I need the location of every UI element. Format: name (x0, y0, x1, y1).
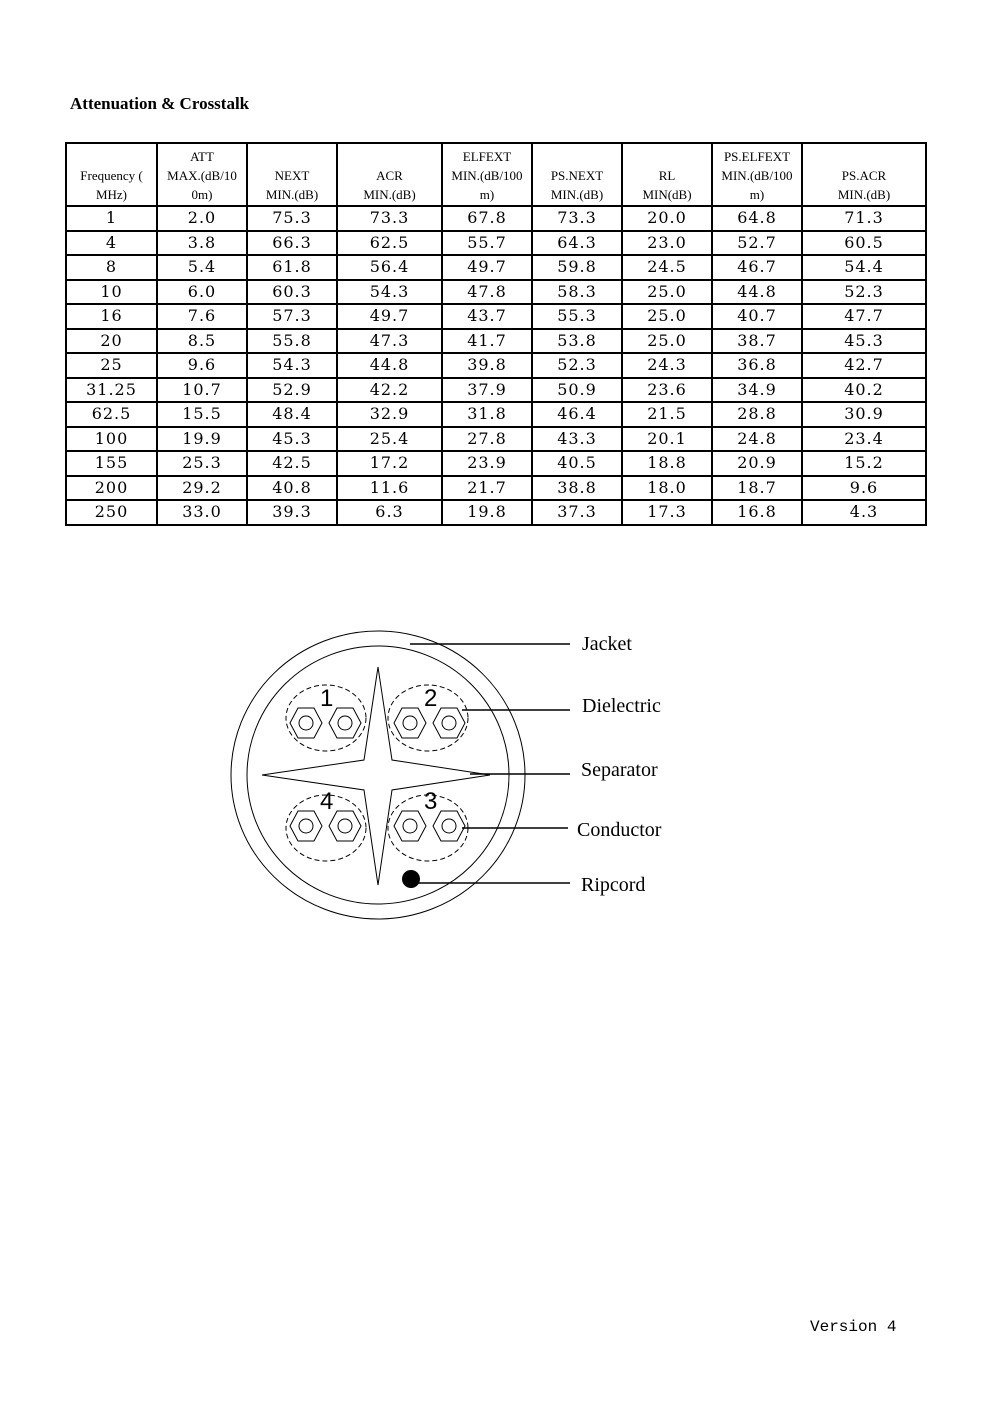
table-cell: 16.8 (712, 500, 802, 525)
table-cell: 64.8 (712, 206, 802, 231)
column-header (712, 143, 802, 206)
column-header (442, 143, 532, 206)
table-cell: 19.9 (157, 427, 247, 452)
table-cell: 23.6 (622, 378, 712, 403)
table-cell: 8 (66, 255, 157, 280)
table-cell: 7.6 (157, 304, 247, 329)
table-row (66, 500, 926, 525)
table-cell: 55.8 (247, 329, 337, 354)
column-header-line: PS.NEXT (550, 168, 604, 183)
table-cell: 55.7 (442, 231, 532, 256)
table-cell: 20.0 (622, 206, 712, 231)
table-cell: 73.3 (532, 206, 622, 231)
table-cell: 20.1 (622, 427, 712, 452)
table-cell: 25.0 (622, 329, 712, 354)
table-cell: 23.4 (802, 427, 926, 452)
table-cell: 200 (66, 476, 157, 501)
table-cell: 41.7 (442, 329, 532, 354)
table-cell: 40.7 (712, 304, 802, 329)
table-cell: 48.4 (247, 402, 337, 427)
label-ripcord: Ripcord (581, 874, 646, 896)
table-cell: 47.3 (337, 329, 442, 354)
table-cell: 155 (66, 451, 157, 476)
column-header-line: Frequency ( (80, 168, 143, 183)
column-header (247, 143, 337, 206)
table-cell: 4.3 (802, 500, 926, 525)
table-cell: 49.7 (337, 304, 442, 329)
table-cell: 20.9 (712, 451, 802, 476)
table-cell: 37.3 (532, 500, 622, 525)
table-cell: 25.3 (157, 451, 247, 476)
table-cell: 25.0 (622, 280, 712, 305)
table-cell: 32.9 (337, 402, 442, 427)
table-cell: 40.5 (532, 451, 622, 476)
table-cell: 33.0 (157, 500, 247, 525)
label-separator: Separator (581, 759, 658, 781)
table-cell: 45.3 (247, 427, 337, 452)
table-row (66, 476, 926, 501)
table-cell: 25.0 (622, 304, 712, 329)
table-cell: 64.3 (532, 231, 622, 256)
table-cell: 24.3 (622, 353, 712, 378)
table-cell: 29.2 (157, 476, 247, 501)
table-cell: 42.7 (802, 353, 926, 378)
table-cell: 5.4 (157, 255, 247, 280)
column-header-line: 0m) (191, 187, 213, 202)
table-cell: 62.5 (66, 402, 157, 427)
table-cell: 52.3 (802, 280, 926, 305)
label-dielectric: Dielectric (582, 695, 661, 717)
table-cell: 66.3 (247, 231, 337, 256)
table-cell: 20 (66, 329, 157, 354)
table-cell: 8.5 (157, 329, 247, 354)
table-cell: 40.2 (802, 378, 926, 403)
column-header-line: MHz) (95, 187, 128, 202)
column-header-line: MIN.(dB/100 (721, 168, 793, 183)
table-cell: 54.3 (337, 280, 442, 305)
label-conductor: Conductor (577, 819, 662, 841)
table-cell: 43.3 (532, 427, 622, 452)
column-header (532, 143, 622, 206)
table-cell: 17.3 (622, 500, 712, 525)
table-cell: 43.7 (442, 304, 532, 329)
pair-number-4: 4 (320, 788, 334, 815)
table-cell: 16 (66, 304, 157, 329)
table-body (66, 206, 926, 525)
table-cell: 10.7 (157, 378, 247, 403)
column-header-line: MIN.(dB/100 (451, 168, 523, 183)
column-header-line: m) (749, 187, 765, 202)
table-cell: 38.8 (532, 476, 622, 501)
attenuation-crosstalk-table (65, 142, 927, 526)
ripcord-dot (402, 870, 420, 888)
table-cell: 18.0 (622, 476, 712, 501)
table-cell: 100 (66, 427, 157, 452)
table-cell: 3.8 (157, 231, 247, 256)
table-cell: 6.0 (157, 280, 247, 305)
column-header-line: RL (658, 168, 676, 183)
table-cell: 21.5 (622, 402, 712, 427)
table-cell: 37.9 (442, 378, 532, 403)
table-row (66, 427, 926, 452)
table-cell: 55.3 (532, 304, 622, 329)
table-row (66, 255, 926, 280)
table-cell: 9.6 (802, 476, 926, 501)
column-header-line: MIN.(dB) (550, 187, 604, 202)
column-header-line: MIN.(dB) (837, 187, 891, 202)
table-cell: 39.8 (442, 353, 532, 378)
column-header-line: ACR (376, 168, 403, 183)
table-cell: 60.5 (802, 231, 926, 256)
column-header-line: PS.ACR (841, 168, 887, 183)
column-header (337, 143, 442, 206)
table-cell: 54.4 (802, 255, 926, 280)
table-row (66, 280, 926, 305)
table-cell: 30.9 (802, 402, 926, 427)
table-cell: 21.7 (442, 476, 532, 501)
column-header-line: PS.ELFEXT (723, 149, 791, 164)
table-cell: 71.3 (802, 206, 926, 231)
table-cell: 52.7 (712, 231, 802, 256)
table-cell: 28.8 (712, 402, 802, 427)
table-cell: 40.8 (247, 476, 337, 501)
table-cell: 2.0 (157, 206, 247, 231)
column-header (66, 143, 157, 206)
table-cell: 47.8 (442, 280, 532, 305)
column-header-line: ELFEXT (462, 149, 512, 164)
table-cell: 58.3 (532, 280, 622, 305)
table-cell: 46.4 (532, 402, 622, 427)
table-cell: 10 (66, 280, 157, 305)
table-row (66, 402, 926, 427)
table-cell: 44.8 (337, 353, 442, 378)
table-cell: 56.4 (337, 255, 442, 280)
column-header (157, 143, 247, 206)
table-cell: 42.2 (337, 378, 442, 403)
table-cell: 36.8 (712, 353, 802, 378)
table-cell: 38.7 (712, 329, 802, 354)
table-cell: 15.2 (802, 451, 926, 476)
table-cell: 27.8 (442, 427, 532, 452)
table-cell: 9.6 (157, 353, 247, 378)
column-header-line: MIN.(dB) (265, 187, 319, 202)
table-cell: 25.4 (337, 427, 442, 452)
table-cell: 23.9 (442, 451, 532, 476)
table-cell: 73.3 (337, 206, 442, 231)
table-cell: 62.5 (337, 231, 442, 256)
table-cell: 54.3 (247, 353, 337, 378)
table-row (66, 378, 926, 403)
table-cell: 52.3 (532, 353, 622, 378)
label-jacket: Jacket (582, 633, 632, 655)
table-cell: 24.5 (622, 255, 712, 280)
column-header (802, 143, 926, 206)
column-header-line: ATT (190, 149, 214, 164)
table-cell: 39.3 (247, 500, 337, 525)
column-header-line: MIN.(dB) (363, 187, 416, 202)
table-cell: 18.8 (622, 451, 712, 476)
table-cell: 250 (66, 500, 157, 525)
table-row (66, 329, 926, 354)
table-cell: 61.8 (247, 255, 337, 280)
version-footer: Version 4 (810, 1318, 897, 1336)
table-cell: 53.8 (532, 329, 622, 354)
table-row (66, 353, 926, 378)
table-cell: 1 (66, 206, 157, 231)
table-cell: 57.3 (247, 304, 337, 329)
table-cell: 42.5 (247, 451, 337, 476)
table-cell: 4 (66, 231, 157, 256)
section-title: Attenuation & Crosstalk (70, 94, 250, 113)
column-header-line: m) (479, 187, 495, 202)
table-row (66, 304, 926, 329)
column-header-line: MAX.(dB/10 (167, 168, 237, 183)
table-cell: 31.8 (442, 402, 532, 427)
column-header-line: NEXT (274, 168, 310, 183)
table-cell: 60.3 (247, 280, 337, 305)
pair-number-1: 1 (320, 685, 334, 712)
table-cell: 17.2 (337, 451, 442, 476)
pair-number-3: 3 (424, 788, 438, 815)
table-cell: 44.8 (712, 280, 802, 305)
table-cell: 19.8 (442, 500, 532, 525)
table-row (66, 451, 926, 476)
table-cell: 31.25 (66, 378, 157, 403)
table-row (66, 206, 926, 231)
table-row (66, 231, 926, 256)
column-header-line: MIN(dB) (642, 187, 692, 202)
table-cell: 6.3 (337, 500, 442, 525)
table-cell: 25 (66, 353, 157, 378)
table-cell: 18.7 (712, 476, 802, 501)
table-cell: 49.7 (442, 255, 532, 280)
table-cell: 59.8 (532, 255, 622, 280)
table-cell: 11.6 (337, 476, 442, 501)
table-cell: 52.9 (247, 378, 337, 403)
table-cell: 50.9 (532, 378, 622, 403)
table-header-row (66, 143, 926, 206)
table-cell: 67.8 (442, 206, 532, 231)
table-cell: 75.3 (247, 206, 337, 231)
pair-number-2: 2 (424, 685, 438, 712)
table-cell: 47.7 (802, 304, 926, 329)
column-header (622, 143, 712, 206)
table-cell: 15.5 (157, 402, 247, 427)
table-cell: 45.3 (802, 329, 926, 354)
table-cell: 24.8 (712, 427, 802, 452)
cable-cross-section-diagram (0, 610, 992, 940)
table-cell: 34.9 (712, 378, 802, 403)
table-cell: 23.0 (622, 231, 712, 256)
table-cell: 46.7 (712, 255, 802, 280)
